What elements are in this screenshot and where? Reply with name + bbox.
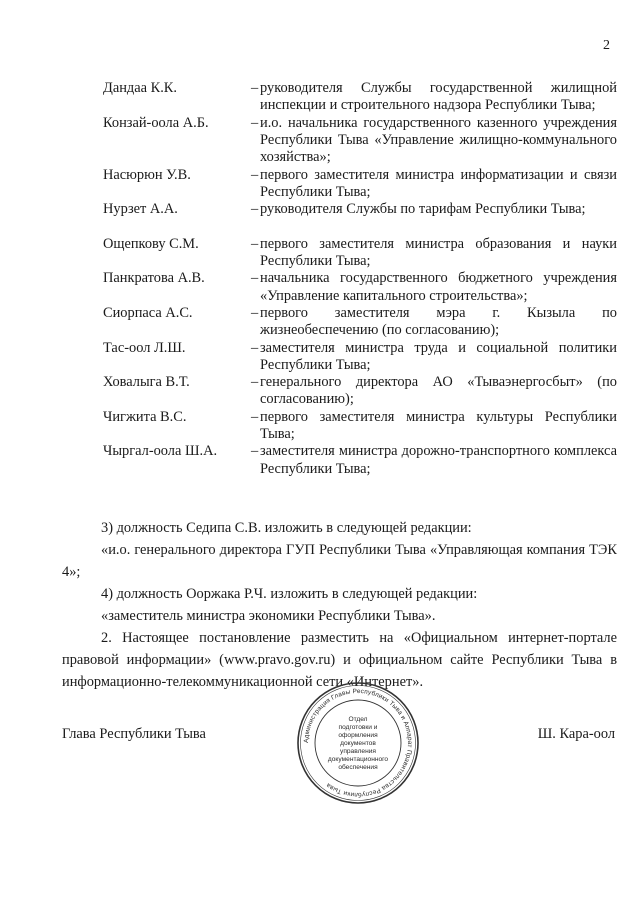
- member-role: заместителя министра труда и социальной политики Республики Тыва;: [260, 339, 617, 373]
- member-name: Ховалыга В.Т.: [103, 374, 190, 391]
- member-dash: –: [251, 408, 259, 425]
- seal-line: документационного: [327, 756, 389, 763]
- seal-line: управления: [340, 748, 376, 755]
- member-name: Чыргал-оола Ш.А.: [103, 443, 218, 460]
- member-role: первого заместителя министра информатизации и связи Республики Тыва;: [260, 166, 617, 200]
- member-row: [103, 236, 618, 271]
- member-dash: –: [251, 443, 259, 460]
- member-role: первого заместителя мэра г. Кызыла по жизнеобеспечению (по согласованию);: [260, 304, 617, 339]
- member-role: начальника государственного бюджетного учреждения «Управление капитального строительства»;: [260, 270, 617, 304]
- member-row: [103, 374, 618, 409]
- member-role: и.о. начальника государственного казенного учреждения Республики Тыва «Управление жилищно-коммунального хозяйства»;: [260, 114, 617, 166]
- member-list: [103, 80, 618, 478]
- seal-center-text: [322, 716, 394, 772]
- signatory-title: Глава Республики Тыва: [62, 726, 206, 742]
- member-row: [103, 270, 618, 305]
- member-name: Панкратова А.В.: [103, 270, 205, 287]
- seal-line: оформления документов: [338, 732, 378, 747]
- member-name: Нурзет А.А.: [103, 201, 178, 218]
- page-number: 2: [603, 38, 610, 53]
- member-row: [103, 443, 618, 478]
- member-dash: –: [251, 339, 259, 356]
- member-role: заместителя министра дорожно-транспортного комплекса Республики Тыва;: [260, 443, 617, 477]
- member-row: [103, 340, 618, 375]
- member-row: [103, 80, 618, 115]
- paragraph: 3) должность Седипа С.В. изложить в следующей редакции:: [101, 520, 472, 536]
- member-dash: –: [251, 80, 259, 96]
- paragraph: «и.о. генерального директора ГУП Республики Тыва «Управляющая компания ТЭК 4»;: [62, 542, 617, 580]
- paragraph: «заместитель министра экономики Республики Тыва».: [101, 608, 436, 624]
- member-dash: –: [251, 235, 259, 252]
- paragraph: 2. Настоящее постановление разместить на «Официальном интернет-портале правовой информации» (www.pravo.gov.ru) и официальном сайте Республики Тыва в информационно-телекоммуникационной сети «Интернет».: [62, 630, 617, 690]
- member-role: первого заместителя министра культуры Республики Тыва;: [260, 408, 617, 443]
- member-name: Тас-оол Л.Ш.: [103, 339, 186, 356]
- seal-line: подготовки и: [338, 724, 378, 731]
- member-dash: –: [251, 270, 259, 287]
- member-name: Насюрюн У.В.: [103, 166, 191, 183]
- paragraph: 4) должность Ооржака Р.Ч. изложить в следующей редакции:: [101, 586, 478, 602]
- member-dash: –: [251, 304, 259, 321]
- member-dash: –: [251, 166, 259, 183]
- member-dash: –: [251, 374, 259, 391]
- official-seal: [296, 681, 420, 805]
- member-role: руководителя Службы по тарифам Республики Тыва;: [260, 201, 586, 218]
- seal-line: Отдел: [348, 716, 368, 723]
- signatory-name: Ш. Кара-оол: [537, 726, 615, 742]
- member-name: Дандаа К.К.: [103, 80, 177, 96]
- member-name: Конзай-оола А.Б.: [103, 114, 209, 131]
- document-body: [62, 517, 617, 693]
- member-name: Чигжита В.С.: [103, 408, 187, 425]
- member-row: [103, 201, 618, 236]
- member-row: [103, 167, 618, 202]
- member-row: [103, 115, 618, 167]
- member-role: генерального директора АО «Тываэнергосбыт» (по согласованию);: [260, 374, 617, 408]
- member-dash: –: [251, 114, 259, 131]
- seal-ring-text: Администрация Главы Республики Тыва и Аппарат Правительства Республики Тыва: [302, 687, 414, 799]
- member-dash: –: [251, 201, 259, 218]
- member-role: руководителя Службы государственной жилищной инспекции и строительного надзора Республики Тыва;: [260, 80, 617, 114]
- member-name: Сиорпаса А.С.: [103, 304, 193, 321]
- member-name: Ощепкову С.М.: [103, 235, 199, 252]
- member-role: первого заместителя министра образования и науки Республики Тыва;: [260, 235, 617, 270]
- member-row: [103, 305, 618, 340]
- member-row: [103, 409, 618, 444]
- seal-line: обеспечения: [338, 764, 378, 771]
